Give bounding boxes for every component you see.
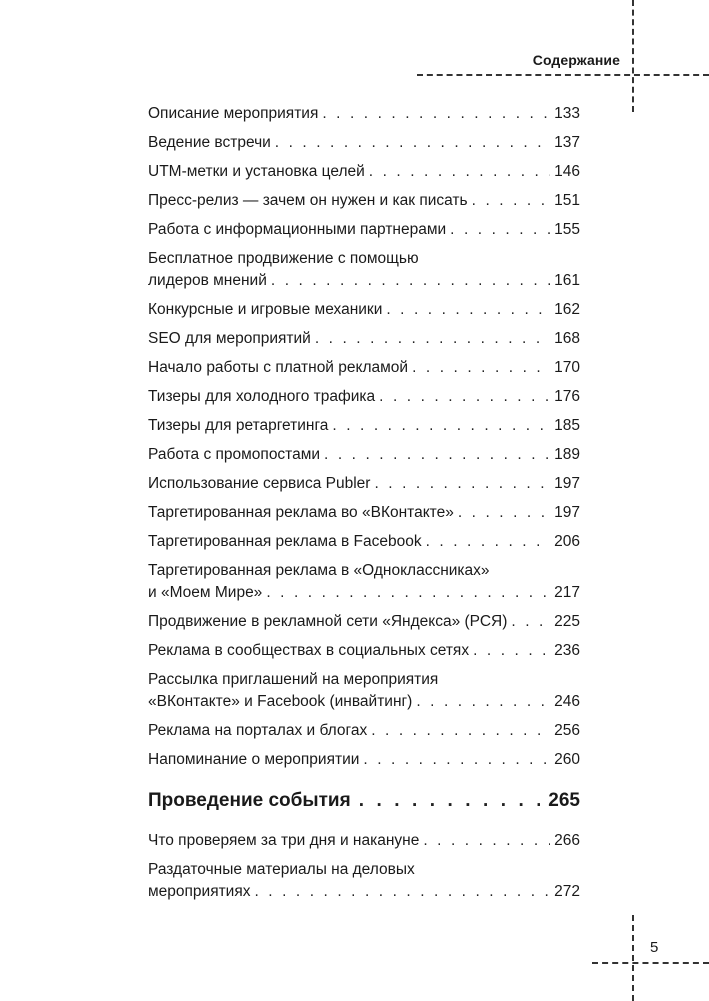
- toc-entry[interactable]: [148, 444, 580, 466]
- toc-leader-dots: [369, 161, 550, 183]
- toc-entry-title: Рассылка приглашений на мероприятия: [148, 671, 439, 688]
- toc-entry-title: Реклама в сообществах в социальных сетях: [148, 642, 470, 659]
- toc-entry[interactable]: [148, 640, 580, 662]
- toc-entry-page: 225: [554, 613, 580, 630]
- toc-entry-title: Описание мероприятия: [148, 105, 319, 122]
- toc-leader-dots: [379, 386, 550, 408]
- toc-entry-page: 146: [554, 163, 580, 180]
- toc-section-heading[interactable]: [148, 788, 580, 814]
- toc-entry-page: 266: [554, 832, 580, 849]
- toc-leader-dots: [315, 328, 550, 350]
- toc-entry-title: «ВКонтакте» и Facebook (инвайтинг): [148, 693, 413, 710]
- toc-leader-dots: [332, 415, 550, 437]
- toc-entry-page: 206: [554, 533, 580, 550]
- toc-entry[interactable]: [148, 386, 580, 408]
- toc-leader-dots: [423, 830, 550, 852]
- toc-leader-dots: [275, 132, 550, 154]
- toc-entry-page: 197: [554, 504, 580, 521]
- toc-entry-title: UTM-метки и установка целей: [148, 163, 365, 180]
- toc-leader-dots: [386, 299, 550, 321]
- toc-entry-page: 185: [554, 417, 580, 434]
- toc-leader-dots: [254, 881, 550, 903]
- toc-entry-page: 170: [554, 359, 580, 376]
- toc-entry[interactable]: [148, 560, 580, 604]
- toc-entry-title: Ведение встречи: [148, 134, 271, 151]
- toc-leader-dots: [473, 640, 550, 662]
- toc-entry-title: Напоминание о мероприятии: [148, 751, 360, 768]
- toc-entry[interactable]: [148, 531, 580, 553]
- toc-entry[interactable]: [148, 611, 580, 633]
- toc-leader-dots: [374, 473, 550, 495]
- top-guide-vertical: [632, 0, 634, 112]
- toc-leader-dots: [412, 357, 550, 379]
- toc-entry-page: 161: [554, 272, 580, 289]
- toc-entry-title: Таргетированная реклама во «ВКонтакте»: [148, 504, 454, 521]
- toc-entry[interactable]: [148, 473, 580, 495]
- toc-entry-title: Тизеры для холодного трафика: [148, 388, 376, 405]
- toc-entry-title: Начало работы с платной рекламой: [148, 359, 409, 376]
- toc-entry[interactable]: [148, 161, 580, 183]
- toc-section-entries: [148, 830, 580, 903]
- toc-entry[interactable]: [148, 669, 580, 713]
- toc-entry[interactable]: [148, 299, 580, 321]
- toc-entry-page: 217: [554, 584, 580, 601]
- toc-entry-title: и «Моем Мире»: [148, 584, 263, 601]
- toc-entry-page: 272: [554, 883, 580, 900]
- toc-entry[interactable]: [148, 248, 580, 292]
- toc-entry-page: 155: [554, 221, 580, 238]
- toc-leader-dots: [472, 190, 551, 212]
- toc-entry-title: Продвижение в рекламной сети «Яндекса» (РСЯ): [148, 613, 508, 630]
- toc-entry-title: Пресс-релиз — зачем он нужен и как писать: [148, 192, 468, 209]
- toc-entry[interactable]: [148, 219, 580, 241]
- toc-leader-dots: [458, 502, 550, 524]
- toc-entry[interactable]: [148, 502, 580, 524]
- toc-entry-page: 246: [554, 693, 580, 710]
- toc-entry[interactable]: [148, 103, 580, 125]
- toc-leader-dots: [511, 611, 550, 633]
- toc-entry-title: Бесплатное продвижение с помощью: [148, 250, 419, 267]
- toc-entry[interactable]: [148, 720, 580, 742]
- toc-entry-title: Тизеры для ретаргетинга: [148, 417, 329, 434]
- toc-entry-page: 197: [554, 475, 580, 492]
- toc-entry-title: Таргетированная реклама в «Одноклассниках»: [148, 562, 490, 579]
- toc-entry-page: 189: [554, 446, 580, 463]
- toc-leader-dots: [426, 531, 551, 553]
- toc-entry[interactable]: [148, 357, 580, 379]
- toc-leader-dots: [271, 270, 550, 292]
- toc-entry-page: 168: [554, 330, 580, 347]
- bottom-guide-horizontal: [592, 962, 709, 964]
- toc-leader-dots: [450, 219, 550, 241]
- table-of-contents: [148, 103, 580, 910]
- toc-entry-title: Раздаточные материалы на деловых: [148, 861, 415, 878]
- toc-entry[interactable]: [148, 132, 580, 154]
- toc-leader-dots: [322, 103, 550, 125]
- toc-entry-page: 236: [554, 642, 580, 659]
- toc-leader-dots: [363, 749, 550, 771]
- toc-leader-dots: [359, 788, 541, 814]
- toc-entry-title: Использование сервиса Publer: [148, 475, 371, 492]
- toc-entry-title: Реклама на порталах и блогах: [148, 722, 368, 739]
- toc-entry-title: лидеров мнений: [148, 272, 267, 289]
- toc-entry[interactable]: [148, 190, 580, 212]
- toc-entry-title: Работа с промопостами: [148, 446, 321, 463]
- toc-entry-title: Работа с информационными партнерами: [148, 221, 447, 238]
- toc-entry[interactable]: [148, 830, 580, 852]
- toc-entry[interactable]: [148, 328, 580, 350]
- toc-entry[interactable]: [148, 415, 580, 437]
- toc-entry-page: 137: [554, 134, 580, 151]
- toc-entry[interactable]: [148, 749, 580, 771]
- toc-entry-title: мероприятиях: [148, 883, 251, 900]
- toc-entry-page: 151: [554, 192, 580, 209]
- toc-leader-dots: [266, 582, 550, 604]
- toc-entry-title: Конкурсные и игровые механики: [148, 301, 383, 318]
- toc-section-page: 265: [548, 790, 580, 811]
- toc-entry-page: 260: [554, 751, 580, 768]
- toc-section-title: Проведение события: [148, 790, 351, 811]
- toc-entries: [148, 103, 580, 771]
- toc-entry-page: 133: [554, 105, 580, 122]
- toc-entry-page: 256: [554, 722, 580, 739]
- toc-leader-dots: [416, 691, 550, 713]
- toc-entry-title: Что проверяем за три дня и накануне: [148, 832, 420, 849]
- toc-entry-title: SEO для мероприятий: [148, 330, 311, 347]
- top-guide-horizontal: [417, 74, 709, 76]
- toc-entry-page: 162: [554, 301, 580, 318]
- toc-entry[interactable]: [148, 859, 580, 903]
- bottom-guide-vertical: [632, 915, 634, 1001]
- toc-entry-title: Таргетированная реклама в Facebook: [148, 533, 422, 550]
- page-number: 5: [650, 939, 659, 956]
- toc-leader-dots: [371, 720, 550, 742]
- toc-entry-page: 176: [554, 388, 580, 405]
- running-head-title: Содержание: [532, 52, 620, 68]
- toc-leader-dots: [324, 444, 550, 466]
